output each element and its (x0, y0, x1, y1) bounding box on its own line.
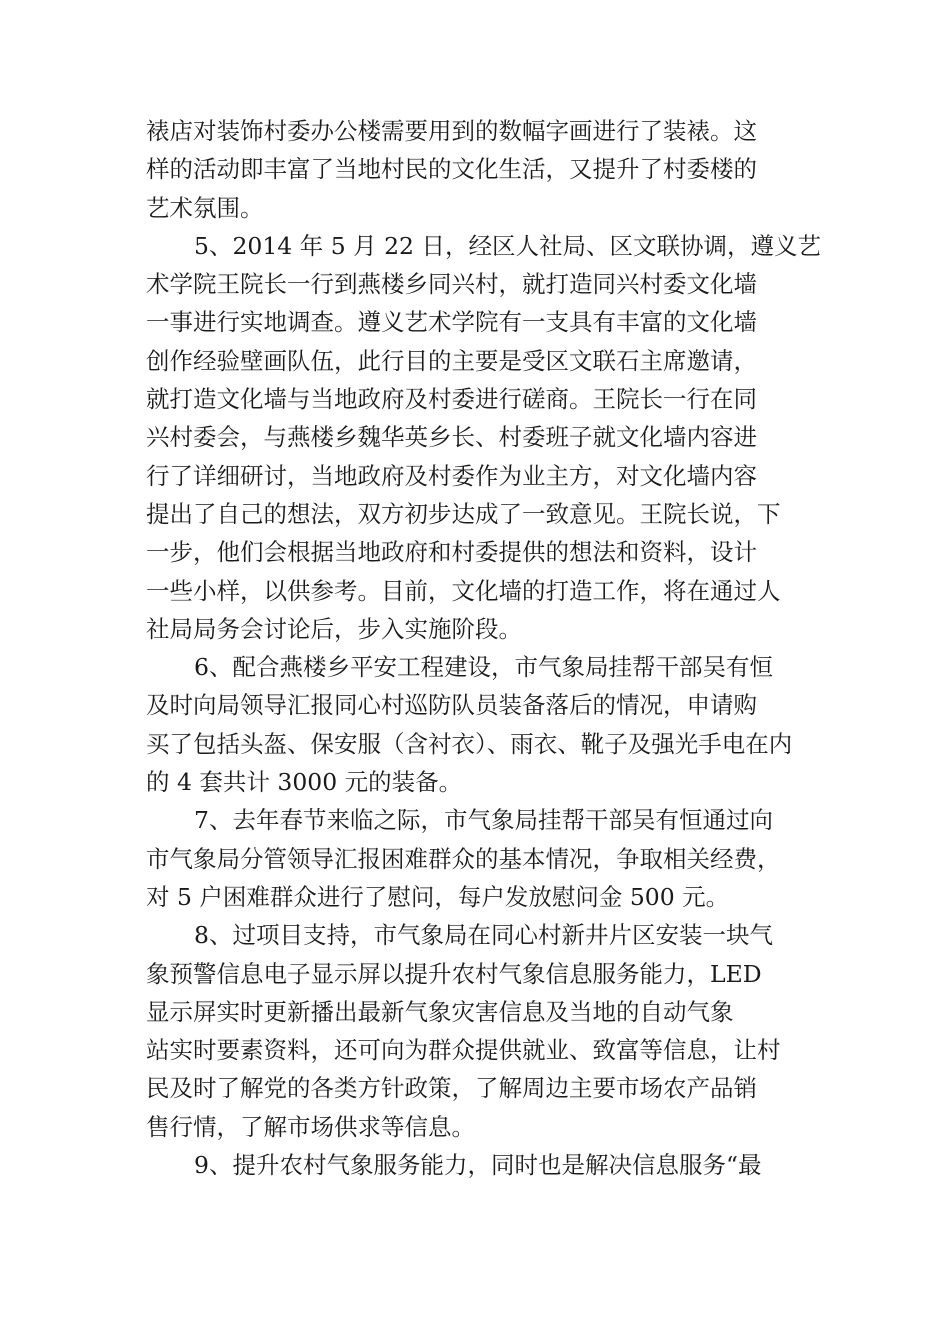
text-line: 创作经验壁画队伍，此行目的主要是受区文联石主席邀请， (146, 346, 757, 375)
text-line: 的 4 套共计 3000 元的装备。 (146, 768, 463, 797)
text-line: 显示屏实时更新播出最新气象灾害信息及当地的自动气象 (146, 997, 734, 1026)
text-line: 市气象局分管领导汇报困难群众的基本情况，争取相关经费， (146, 844, 781, 873)
text-line: 5、2014 年 5 月 22 日，经区人社局、区文联协调，遵义艺 (194, 231, 821, 260)
text-line: 提出了自己的想法，双方初步达成了一致意见。王院长说，下 (146, 499, 781, 528)
text-line: 裱店对装饰村委办公楼需要用到的数幅字画进行了装裱。这 (146, 117, 757, 145)
text-line: 7、去年春节来临之际，市气象局挂帮干部吴有恒通过向 (194, 806, 773, 835)
text-line: 一些小样，以供参考。目前，文化墙的打造工作，将在通过人 (146, 576, 781, 605)
body-text (146, 112, 826, 1184)
text-line: 售行情，了解市场供求等信息。 (146, 1112, 475, 1141)
text-line: 样的活动即丰富了当地村民的文化生活，又提升了村委楼的 (146, 155, 757, 184)
text-line: 8、过项目支持，市气象局在同心村新井片区安装一块气 (194, 921, 773, 950)
text-line: 象预警信息电子显示屏以提升农村气象信息服务能力，LED (146, 959, 762, 988)
text-line: 一步，他们会根据当地政府和村委提供的想法和资料，设计 (146, 538, 757, 567)
text-line: 及时向局领导汇报同心村巡防队员装备落后的情况，申请购 (146, 691, 757, 720)
text-line: 社局局务会讨论后，步入实施阶段。 (146, 614, 522, 643)
text-line: 术学院王院长一行到燕楼乡同兴村，就打造同兴村委文化墙 (146, 270, 757, 299)
text-line: 就打造文化墙与当地政府及村委进行磋商。王院长一行在同 (146, 385, 757, 414)
text-line: 兴村委会，与燕楼乡魏华英乡长、村委班子就文化墙内容进 (146, 423, 757, 452)
text-line: 9、提升农村气象服务能力，同时也是解决信息服务“最 (194, 1151, 762, 1180)
text-line: 站实时要素资料，还可向为群众提供就业、致富等信息，让村 (146, 1036, 781, 1065)
text-line: 民及时了解党的各类方针政策，了解周边主要市场农产品销 (146, 1074, 757, 1103)
text-line: 买了包括头盔、保安服（含衬衣）、雨衣、靴子及强光手电在内 (146, 729, 793, 758)
text-line: 对 5 户困难群众进行了慰问，每户发放慰问金 500 元。 (146, 882, 730, 911)
text-line: 行了详细研讨，当地政府及村委作为业主方，对文化墙内容 (146, 461, 757, 490)
text-line: 6、配合燕楼乡平安工程建设，市气象局挂帮干部吴有恒 (194, 653, 773, 682)
text-line: 一事进行实地调查。遵义艺术学院有一支具有丰富的文化墙 (146, 308, 757, 337)
text-line: 艺术氛围。 (146, 193, 264, 222)
